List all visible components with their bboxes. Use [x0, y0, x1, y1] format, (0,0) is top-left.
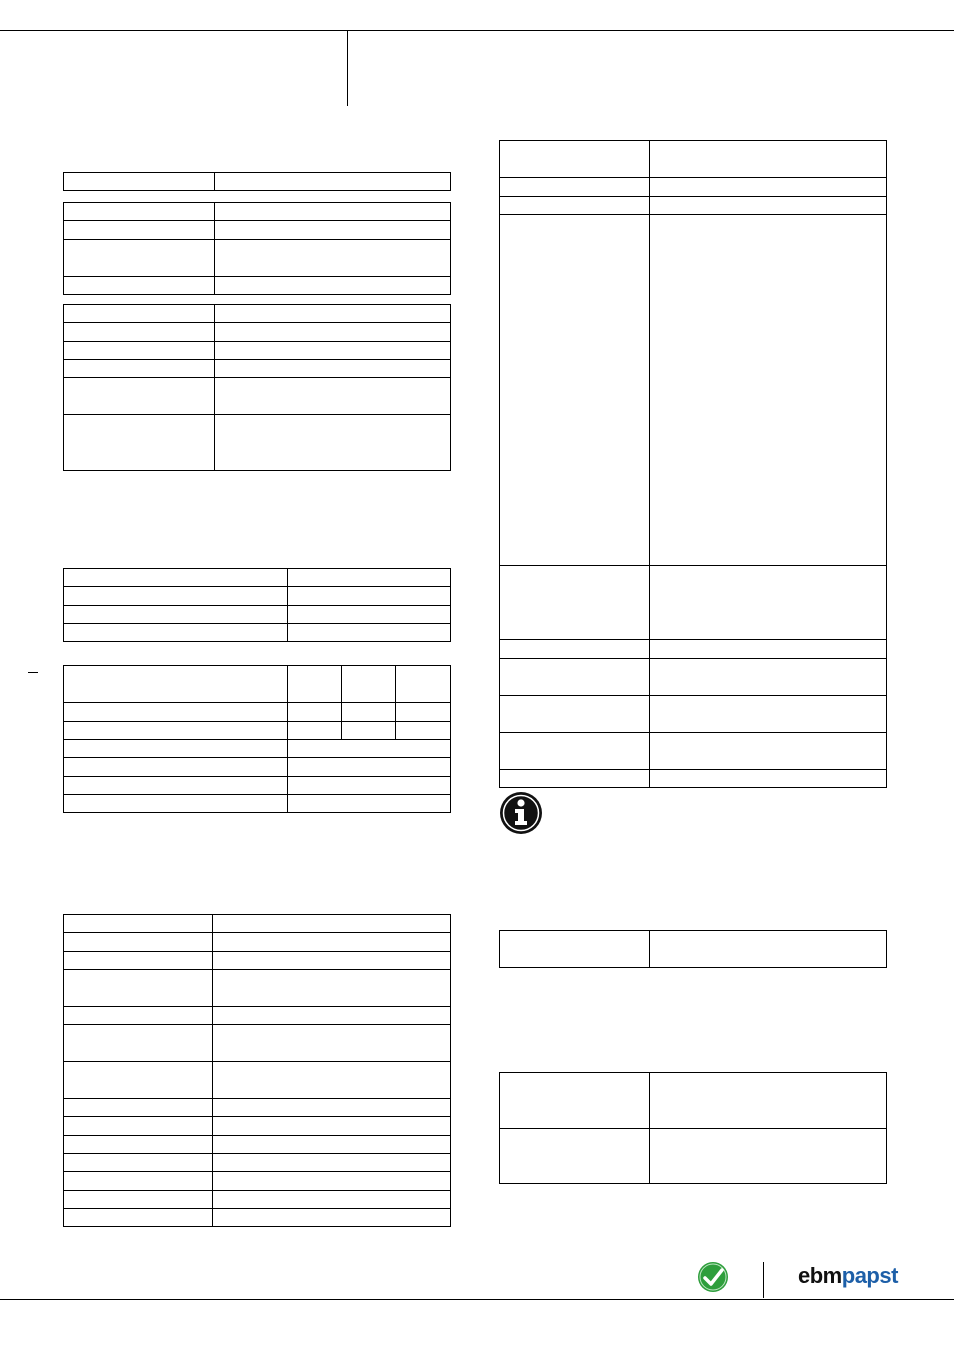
table-row [64, 703, 451, 722]
brand-logo: ebmpapst [798, 1263, 898, 1288]
table-row [500, 178, 887, 197]
footer-rule [0, 1299, 954, 1300]
table-row [64, 277, 451, 295]
marker-dash [28, 672, 38, 673]
table-row [500, 215, 887, 566]
green-tech-check-icon [697, 1261, 729, 1293]
table-row [64, 173, 451, 191]
table-row [64, 666, 451, 703]
table-row [64, 360, 451, 378]
left-table-1 [63, 172, 451, 191]
table-row [500, 566, 887, 640]
table-row [64, 203, 451, 221]
table-row [500, 696, 887, 733]
table-row [64, 758, 451, 777]
table-row [64, 323, 451, 342]
table-row [64, 740, 451, 758]
right-table-1 [499, 140, 887, 788]
table-row [64, 606, 451, 624]
left-table-6 [63, 914, 451, 1227]
table-row [64, 722, 451, 740]
table-row [64, 415, 451, 471]
table-row [64, 624, 451, 642]
right-table-2 [499, 930, 887, 968]
table-row [500, 197, 887, 215]
table-row [64, 1172, 451, 1191]
table-row [64, 342, 451, 360]
table-row [500, 1073, 887, 1129]
table-row [500, 640, 887, 659]
table-row [64, 1007, 451, 1025]
table-row [64, 933, 451, 952]
left-table-4 [63, 568, 451, 642]
right-table-3 [499, 1072, 887, 1184]
table-row [64, 1099, 451, 1117]
table-row [64, 777, 451, 795]
table-row [500, 659, 887, 696]
table-row [500, 733, 887, 770]
table-row [500, 770, 887, 788]
table-row [64, 1209, 451, 1227]
table-row [64, 569, 451, 587]
table-row [64, 221, 451, 240]
table-row [64, 240, 451, 277]
info-icon [499, 791, 543, 835]
table-row [64, 915, 451, 933]
table-row [64, 305, 451, 323]
left-table-2 [63, 202, 451, 295]
table-row [500, 141, 887, 178]
table-row [64, 952, 451, 970]
table-row [64, 795, 451, 813]
table-row [64, 1117, 451, 1136]
table-row [64, 1025, 451, 1062]
table-row [64, 1154, 451, 1172]
table-row [64, 1062, 451, 1099]
left-table-5 [63, 665, 451, 813]
table-row [64, 378, 451, 415]
header-divider [347, 30, 348, 106]
table-row [500, 1129, 887, 1184]
table-row [64, 1136, 451, 1154]
table-row [64, 1191, 451, 1209]
left-table-3 [63, 304, 451, 471]
header-rule [0, 30, 954, 31]
table-row [64, 970, 451, 1007]
table-row [500, 931, 887, 968]
table-row [64, 587, 451, 606]
footer-divider [763, 1262, 764, 1298]
